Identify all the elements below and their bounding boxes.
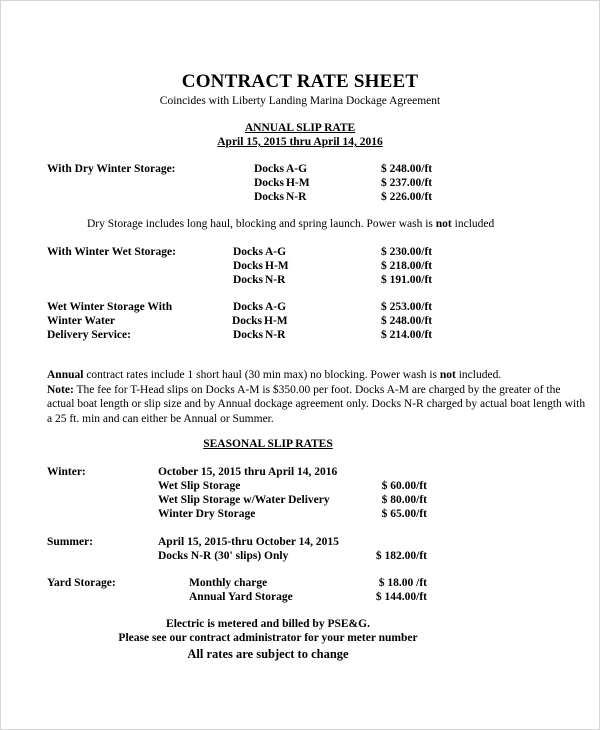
footer-electric: Electric is metered and billed by PSE&G.	[166, 618, 370, 630]
dry-storage-note: Dry Storage includes long haul, blocking and spring launch. Power wash is not included	[87, 218, 495, 230]
rate-value: $ 253.00/ft	[381, 301, 433, 313]
dock-row: Docks N-R	[233, 329, 286, 341]
season-item-price: $ 60.00/ft	[381, 480, 427, 492]
dock-row: Docks A-G	[233, 301, 287, 313]
rate-value: $ 248.00/ft	[381, 315, 433, 327]
seasonal-section-heading: SEASONAL SLIP RATES	[203, 438, 333, 450]
group-label-winter-wet: With Winter Wet Storage:	[47, 246, 176, 258]
dock-row: Docks N-R	[254, 191, 307, 203]
season-period: October 15, 2015 thru April 14, 2016	[158, 466, 338, 478]
dock-row: Docks N-R	[233, 274, 286, 286]
season-item-name: Annual Yard Storage	[189, 591, 293, 603]
season-period: April 15, 2015-thru October 14, 2015	[158, 536, 339, 548]
rate-value: $ 230.00/ft	[381, 246, 433, 258]
rate-value: $ 191.00/ft	[381, 274, 433, 286]
season-label-summer: Summer:	[47, 536, 93, 548]
season-item-name: Winter Dry Storage	[158, 508, 256, 520]
footer-meter: Please see our contract administrator for your meter number	[118, 632, 418, 644]
season-item-name: Wet Slip Storage w/Water Delivery	[158, 494, 330, 506]
dock-row: Docks H-M	[232, 315, 288, 327]
rate-value: $ 218.00/ft	[381, 260, 433, 272]
group-label-dry-winter: With Dry Winter Storage:	[47, 163, 176, 175]
annual-section-heading: ANNUAL SLIP RATE	[244, 122, 356, 134]
season-label-yard: Yard Storage:	[47, 577, 116, 589]
annual-notes	[47, 368, 587, 426]
dock-row: Docks H-M	[233, 260, 289, 272]
annual-section-period: April 15, 2015 thru April 14, 2016	[217, 136, 383, 148]
season-label-winter: Winter:	[47, 466, 86, 478]
dock-row: Docks A-G	[254, 163, 308, 175]
page-subtitle: Coincides with Liberty Landing Marina Dockage Agreement	[159, 95, 441, 107]
season-item-price: $ 144.00/ft	[375, 591, 427, 603]
season-item-name: Wet Slip Storage	[158, 480, 241, 492]
rate-value: $ 237.00/ft	[381, 177, 433, 189]
rate-value: $ 248.00/ft	[381, 163, 433, 175]
dock-row: Docks H-M	[254, 177, 310, 189]
rate-value: $ 214.00/ft	[381, 329, 433, 341]
page-title: CONTRACT RATE SHEET	[181, 71, 419, 92]
season-item-name: Docks N-R (30' slips) Only	[158, 550, 289, 562]
footer-disclaimer: All rates are subject to change	[187, 647, 349, 661]
t-head-note: Note: The fee for T-Head slips on Docks A-M is $350.00 per foot. Docks A-M are charged by the greater of the actual boat length or slip size and by Annual dockage agreement only. Docks N-R charged by actual boat length with a 25 ft. min and can either be Annual or Summer.	[47, 383, 586, 425]
season-item-price: $ 80.00/ft	[381, 494, 427, 506]
season-item-price: $ 18.00 /ft	[378, 577, 427, 589]
rate-value: $ 226.00/ft	[381, 191, 433, 203]
group-label-wet-winter-water: Delivery Service:	[47, 329, 131, 341]
group-label-wet-winter-water: Wet Winter Storage With	[47, 301, 173, 313]
annual-rates-note: Annual contract rates include 1 short haul (30 min max) no blocking. Power wash is not included.	[47, 369, 502, 381]
season-item-name: Monthly charge	[189, 577, 268, 589]
season-item-price: $ 65.00/ft	[381, 508, 427, 520]
dock-row: Docks A-G	[233, 246, 287, 258]
season-item-price: $ 182.00/ft	[375, 550, 427, 562]
group-label-wet-winter-water: Winter Water	[47, 315, 116, 327]
